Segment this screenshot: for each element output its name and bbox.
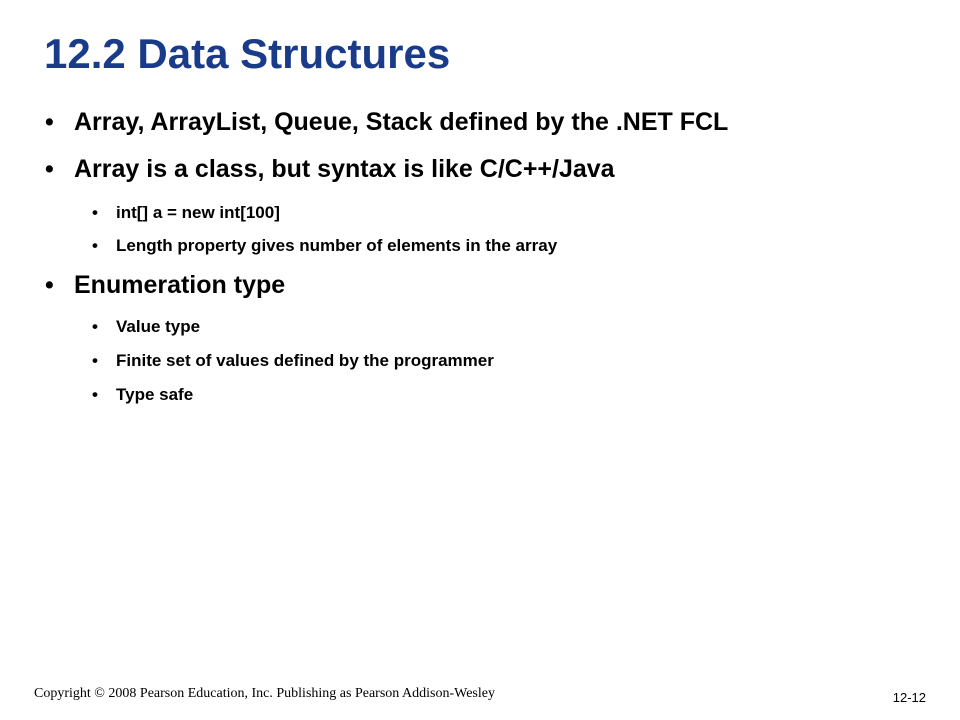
bullet-text: int[] a = new int[100] [116, 203, 280, 222]
bullet-glyph: • [92, 317, 98, 336]
page-number: 12-12 [892, 690, 926, 705]
bullet-text: Value type [116, 317, 201, 336]
slide-title: 12.2 Data Structures [44, 30, 451, 77]
bullet-glyph: • [92, 351, 98, 370]
bullet-glyph: • [92, 236, 98, 255]
bullet-glyph: • [92, 203, 98, 222]
bullet-glyph: • [45, 108, 54, 136]
bullet-text: Array is a class, but syntax is like C/C++/Java [74, 155, 615, 183]
bullet-text: Finite set of values defined by the programmer [116, 351, 494, 370]
bullet-text: Array, ArrayList, Queue, Stack defined by the .NET FCL [74, 108, 729, 136]
sub-bullet-item [92, 236, 558, 256]
bullet-glyph: • [92, 385, 98, 404]
bullet-item [45, 108, 729, 137]
bullet-text: Enumeration type [74, 271, 286, 299]
bullet-item [45, 271, 286, 300]
bullet-item [45, 155, 615, 184]
sub-bullet-item [92, 351, 494, 371]
bullet-glyph: • [45, 155, 54, 183]
bullet-glyph: • [45, 271, 54, 299]
footer-copyright: Copyright © 2008 Pearson Education, Inc. Publishing as Pearson Addison-Wesley [34, 686, 495, 701]
sub-bullet-item [92, 203, 280, 223]
bullet-text: Length property gives number of elements in the array [116, 236, 558, 255]
bullet-text: Type safe [116, 385, 194, 404]
sub-bullet-item [92, 317, 201, 337]
sub-bullet-item [92, 385, 194, 405]
